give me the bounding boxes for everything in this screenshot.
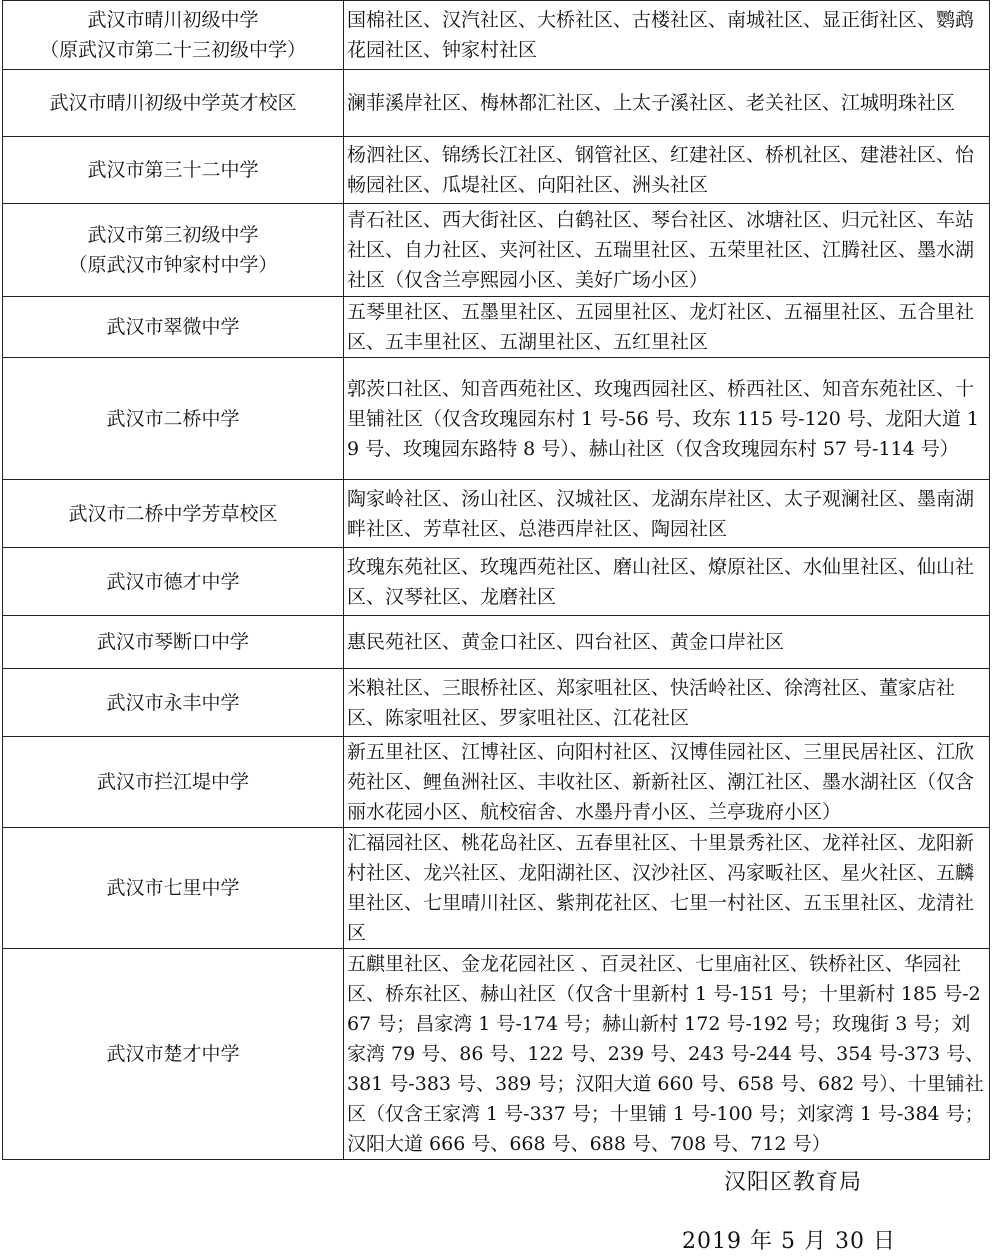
school-name: 武汉市七里中学: [106, 877, 240, 899]
school-name: 武汉市晴川初级中学: [87, 9, 259, 31]
school-name: 武汉市永丰中学: [106, 691, 240, 714]
community-list-cell: 惠民苑社区、黄金口社区、四台社区、黄金口岸社区: [344, 616, 990, 669]
school-zone-table: [2, 0, 990, 1160]
community-list-cell: 杨泗社区、锦绣长江社区、钢管社区、红建社区、桥机社区、建港社区、怡畅园社区、瓜堤社区、向阳社区、洲头社区: [344, 137, 990, 204]
table-row: [3, 137, 990, 204]
community-list-cell: 玫瑰东苑社区、玫瑰西苑社区、磨山社区、燎原社区、水仙里社区、仙山社区、汉琴社区、龙磨社区: [344, 548, 990, 616]
community-list-cell: 新五里社区、江博社区、向阳村社区、汉博佳园社区、三里民居社区、江欣苑社区、鲤鱼洲社区、丰收社区、新新社区、潮江社区、墨水湖社区（仅含丽水花园小区、航校宿舍、水墨丹青小区、兰亭珑府小区）: [344, 737, 990, 828]
school-name: 武汉市拦江堤中学: [96, 771, 249, 793]
community-list-cell: 青石社区、西大街社区、白鹤社区、琴台社区、冰塘社区、归元社区、车站社区、自力社区、夹河社区、五瑞里社区、五荣里社区、江腾社区、墨水湖社区（仅含兰亭熙园小区、美好广场小区）: [344, 204, 990, 297]
school-name-cell: [3, 297, 344, 358]
school-name-cell: [3, 70, 344, 137]
community-list-cell: 五琴里社区、五墨里社区、五园里社区、龙灯社区、五福里社区、五合里社区、五丰里社区、五湖里社区、五红里社区: [344, 297, 990, 358]
school-name: 武汉市二桥中学: [106, 407, 240, 430]
table-row: [3, 297, 990, 358]
table-row: [3, 616, 990, 669]
school-name: 武汉市琴断口中学: [96, 631, 249, 653]
school-name-cell: [3, 204, 344, 297]
school-name: 武汉市二桥中学芳草校区: [68, 502, 278, 525]
issuing-organization: 汉阳区教育局: [724, 1170, 863, 1195]
table-row: [3, 828, 990, 949]
issue-date: 2019 年 5 月 30 日: [682, 1229, 896, 1254]
school-name: 武汉市第三十二中学: [87, 159, 259, 181]
school-name-cell: [3, 828, 344, 949]
community-list-cell: 陶家岭社区、汤山社区、汉城社区、龙湖东岸社区、太子观澜社区、墨南湖畔社区、芳草社区、总港西岸社区、陶园社区: [344, 480, 990, 548]
table-row: [3, 204, 990, 297]
school-name: 武汉市翠微中学: [106, 316, 240, 338]
school-name-cell: [3, 137, 344, 204]
school-name-cell: [3, 616, 344, 669]
school-name-cell: [3, 1, 344, 70]
school-name: 武汉市第三初级中学: [87, 224, 259, 246]
community-list-cell: 五麒里社区、金龙花园社区 、百灵社区、七里庙社区、铁桥社区、华园社区、桥东社区、赫山社区（仅含十里新村 1 号-151 号；十里新村 185 号-267 号；昌家湾 1 号-174 号；赫山新村 172 号-192 号；玫瑰街 3 号；刘家湾 79 号、86 号、122 号、239 号、243 号-244 号、354 号-373 号、381 号-383 号、389 号；汉阳大道 660 号、658 号、682 号）、十里铺社区（仅含王家湾 1 号-337 号；十里铺 1 号-100 号；刘家湾 1 号-384 号；汉阳大道 666 号、668 号、688 号、708 号、712 号）: [344, 949, 990, 1160]
school-name-cell: [3, 737, 344, 828]
table-row: [3, 480, 990, 548]
school-name-cell: [3, 480, 344, 548]
community-list-cell: 郭茨口社区、知音西苑社区、玫瑰西园社区、桥西社区、知音东苑社区、十里铺社区（仅含玫瑰园东村 1 号-56 号、玫东 115 号-120 号、龙阳大道 19 号、玫瑰园东路特 8 号）、赫山社区（仅含玫瑰园东村 57 号-114 号）: [344, 358, 990, 480]
school-name-cell: [3, 949, 344, 1160]
community-list-cell: 国棉社区、汉汽社区、大桥社区、古楼社区、南城社区、显正街社区、鹦鹉花园社区、钟家村社区: [344, 1, 990, 70]
table-row: [3, 669, 990, 737]
school-name: 武汉市楚才中学: [106, 1043, 240, 1065]
school-name-cell: [3, 358, 344, 480]
community-list-cell: 澜菲溪岸社区、梅林都汇社区、上太子溪社区、老关社区、江城明珠社区: [344, 70, 990, 137]
table-row: [3, 1, 990, 70]
table-row: [3, 70, 990, 137]
community-list-cell: 汇福园社区、桃花岛社区、五春里社区、十里景秀社区、龙祥社区、龙阳新村社区、龙兴社区、龙阳湖社区、汉沙社区、冯家畈社区、星火社区、五麟里社区、七里晴川社区、紫荆花社区、七里一村社区、五玉里社区、龙清社区: [344, 828, 990, 949]
community-list-cell: 米粮社区、三眼桥社区、郑家咀社区、快活岭社区、徐湾社区、董家店社区、陈家咀社区、罗家咀社区、江花社区: [344, 669, 990, 737]
school-zone-table-body: [3, 1, 990, 1160]
school-name-cell: [3, 669, 344, 737]
school-name-cell: [3, 548, 344, 616]
school-former-name: （原武汉市第二十三初级中学）: [39, 39, 306, 61]
school-former-name: （原武汉市钟家村中学）: [68, 254, 278, 276]
table-row: [3, 548, 990, 616]
school-name: 武汉市晴川初级中学英才校区: [49, 92, 297, 114]
table-row: [3, 949, 990, 1160]
table-row: [3, 737, 990, 828]
table-row: [3, 358, 990, 480]
school-name: 武汉市德才中学: [106, 570, 240, 593]
